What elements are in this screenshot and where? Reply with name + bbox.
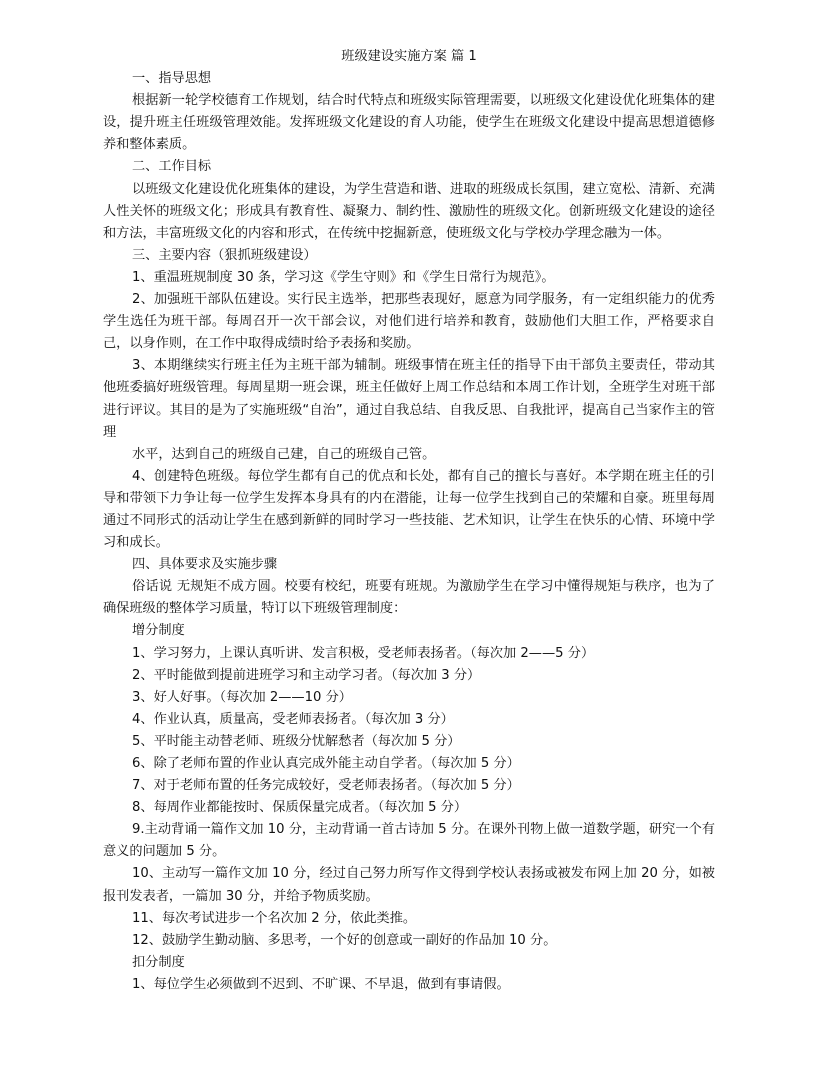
add-rule-5: 5、平时能主动替老师、班级分忧解愁者（每次加 5 分） [132, 733, 461, 749]
paragraph-requirements: 俗话说 无规矩不成方圆。校要有校纪，班要有班规。为激励学生在学习中懂得规矩与秩序，也为了确保班级的整体学习质量，特订以下班级管理制度： [103, 579, 715, 617]
section-heading-work-goals: 二、工作目标 [132, 159, 212, 175]
list-item-main-content-3: 3、本期继续实行班主任为主班干部为辅制。班级事情在班主任的指导下由干部负主要责任，带动其他班委搞好班级管理。每周星期一班会课，班主任做好上周工作总结和本周工作计划，全班学生对班干部进行评议。其目的是为了实施班级“自治”，通过自我总结、自我反思、自我批评，提高自己当家作主的管理 [103, 358, 715, 440]
list-item-main-content-3-continued: 水平，达到自己的班级自己建，自己的班级自己管。 [132, 446, 436, 462]
add-rule-4: 4、作业认真，质量高，受老师表扬者。（每次加 3 分） [132, 711, 454, 727]
paragraph-guiding-ideology: 根据新一轮学校德育工作规划，结合时代特点和班级实际管理需要，以班级文化建设优化班集体的建设，提升班主任班级管理效能。发挥班级文化建设的育人功能，使学生在班级文化建设中提高思想道德修养和整体素质。 [103, 93, 715, 153]
add-rule-10: 10、主动写一篇作文加 10 分，经过自己努力所写作文得到学校认表扬或被发布网上加 20 分，如被报刊发表者，一篇加 30 分，并给予物质奖励。 [103, 866, 715, 904]
add-rule-3: 3、好人好事。（每次加 2——10 分） [132, 689, 352, 705]
deduct-rule-1: 1、每位学生必须做到不迟到、不旷课、不早退，做到有事请假。 [132, 976, 510, 992]
add-rule-6: 6、除了老师布置的作业认真完成外能主动自学者。（每次加 5 分） [132, 756, 520, 771]
add-rule-12: 12、鼓励学生勤动脑、多思考，一个好的创意或一副好的作品加 10 分。 [132, 932, 557, 948]
section-heading-requirements: 四、具体要求及实施步骤 [132, 557, 278, 573]
add-rule-7: 7、对于老师布置的任务完成较好，受老师表扬者。（每次加 5 分） [132, 778, 520, 794]
add-rule-11: 11、每次考试进步一个名次加 2 分，依此类推。 [132, 910, 417, 926]
subheading-deduct-points: 扣分制度 [132, 954, 185, 970]
add-rule-9: 9.主动背诵一篇作文加 10 分，主动背诵一首古诗加 5 分。在课外刊物上做一道数学题，研究一个有意义的问题加 5 分。 [103, 822, 715, 860]
list-item-main-content-4: 4、创建特色班级。每位学生都有自己的优点和长处，都有自己的擅长与喜好。本学期在班主任的引导和带领下力争让每一位学生发挥本身具有的内在潜能，让每一位学生找到自己的荣耀和自豪。班里每周通过不同形式的活动让学生在感到新鲜的同时学习一些技能、艺术知识，让学生在快乐的心情、环境中学习和成长。 [103, 468, 715, 551]
section-heading-main-content: 三、主要内容（狠抓班级建设） [132, 247, 317, 263]
subheading-add-points: 增分制度 [132, 623, 185, 639]
document-page [103, 46, 715, 996]
add-rule-8: 8、每周作业都能按时、保质保量完成者。（每次加 5 分） [132, 800, 468, 816]
add-rule-2: 2、平时能做到提前进班学习和主动学习者。（每次加 3 分） [132, 667, 481, 683]
list-item-main-content-2: 2、加强班干部队伍建设。实行民主选举，把那些表现好，愿意为同学服务，有一定组织能力的优秀学生选任为班干部。每周召开一次干部会议，对他们进行培养和教育，鼓励他们大胆工作，严格要求自己，以身作则，在工作中取得成绩时给予表扬和奖励。 [103, 292, 715, 352]
add-rule-1: 1、学习努力，上课认真听讲、发言积极，受老师表扬者。（每次加 2——5 分） [132, 645, 595, 661]
section-heading-guiding-ideology: 一、指导思想 [132, 71, 212, 87]
list-item-main-content-1: 1、重温班规制度 30 条，学习这《学生守则》和《学生日常行为规范》。 [132, 269, 555, 285]
paragraph-work-goals: 以班级文化建设优化班集体的建设，为学生营造和谐、进取的班级成长氛围，建立宽松、清新、充满人性关怀的班级文化；形成具有教育性、凝聚力、制约性、激励性的班级文化。创新班级文化建设的途径和方法，丰富班级文化的内容和形式，在传统中挖掘新意，使班级文化与学校办学理念融为一体。 [103, 181, 715, 241]
document-title: 班级建设实施方案 篇 1 [341, 49, 477, 64]
